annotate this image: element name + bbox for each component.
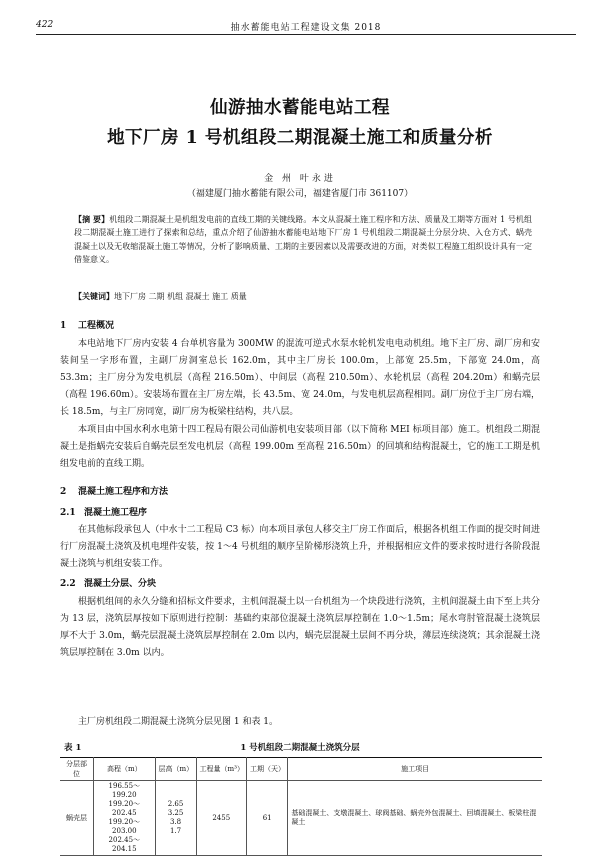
keywords-tag: 【关键词】 (74, 291, 114, 301)
authors: 金 州 叶永进 (264, 174, 336, 184)
subsection-heading-2-2: 2.2 混凝土分层、分块 (60, 579, 157, 589)
paragraph-procedure: 在其他标段承包人（中水十二工程局 C3 标）向本项目承包人移交主厂房工作面后，根据各机组工作面的提交时间进行厂房混凝土浇筑及机电埋件安装，按 1～4 号机组的顺序呈阶梯形浇筑上升，并根据相应文件的要求按时进行各阶段混凝土浇筑与机组安装工作。 (60, 525, 540, 569)
paragraph-overview: 本电站地下厂房内安装 4 台单机容量为 300MW 的混流可逆式水泵水轮机发电电动机组。地下主厂房、副厂房和安装间呈一字形布置，主副厂房洞室总长 162.0m，其中主厂房长 100.0m，上部宽 25.5m，下部宽 24.0m，高 53.3m；主厂房分为发电机层（高程 216.50m）、中间层（高程 210.50m）、水轮机层（高程 204.20m）和蜗壳层（高程 196.60m）。安装场布置在主厂房左端，长 43.5m、宽 24.0m，与发电机层高程相同。副厂房位于主厂房右端，长 18.5m，与主厂房同宽，副厂房为板梁柱结构，共八层。 (60, 339, 540, 417)
table-header-cell: 工期（天） (247, 758, 288, 781)
table-row (60, 781, 542, 856)
layering-table (60, 757, 542, 856)
table-header-cell: 分层部位 (60, 758, 94, 781)
table-title: 1 号机组段二期混凝土浇筑分层 (240, 743, 360, 753)
subsection-heading-2-1: 2.1 混凝土施工程序 (60, 508, 148, 518)
affiliation: （福建厦门抽水蓄能有限公司，福建省厦门市 361107） (186, 189, 414, 199)
cell-items: 基础混凝土、支墩混凝土、球阀基础、蜗壳外包混凝土、回填混凝土、板梁柱混凝土 (288, 781, 542, 856)
abstract (74, 213, 532, 267)
table-header-row (60, 758, 542, 781)
table-header-cell: 层高（m） (155, 758, 196, 781)
table-number: 表 1 (64, 743, 82, 753)
cell-days: 61 (247, 781, 288, 856)
paragraph-table-ref: 主厂房机组段二期混凝土浇筑分层见图 1 和表 1。 (78, 717, 279, 727)
table-header-cell: 施工项目 (288, 758, 542, 781)
section-heading-2: 2 混凝土施工程序和方法 (60, 487, 169, 497)
section-heading-1: 1 工程概况 (60, 321, 115, 331)
running-title: 抽水蓄能电站工程建设文集 2018 (230, 23, 382, 33)
keywords (74, 291, 532, 302)
keywords-text: 地下厂房 二期 机组 混凝土 施工 质量 (114, 292, 247, 301)
table-header-cell: 工程量（m³） (196, 758, 246, 781)
cell-part: 蜗壳层 (60, 781, 94, 856)
paragraph-project: 本项目由中国水利水电第十四工程局有限公司仙游机电安装项目部（以下简称 MEI 标项目部）施工。机组段二期混凝土是指蜗壳安装后自蜗壳层至发电机层（高程 199.00m 至高程 216.50m）的回填和结构混凝土，它的施工工期是机组发电前的直线工期。 (60, 425, 540, 469)
cell-heights: 2.65 3.25 3.8 1.7 (155, 781, 196, 856)
abstract-text: 机组段二期混凝土是机组发电前的直线工期的关键线路。本文从混凝土施工程序和方法、质量及工期等方面对 1 号机组段二期混凝土施工进行了探索和总结，重点介绍了仙游抽水蓄能电站地下厂房 1 号机组段二期混凝土分层分块、入仓方式、蜗壳混凝土以及无收缩混凝土施工等情况，分析了影响质量、工期的主要因素以及需要改进的方面，对类似工程施工组织设计具有一定借鉴意义。 (74, 215, 532, 265)
paper-title-line2: 地下厂房 1 号机组段二期混凝土施工和质量分析 (107, 128, 493, 148)
paper-title-line1: 仙游抽水蓄能电站工程 (210, 98, 390, 118)
cell-elevations: 196.55～199.20 199.20～202.45 199.20～203.00 202.45～204.15 (94, 781, 156, 856)
cell-volume: 2455 (196, 781, 246, 856)
page-number: 422 (36, 20, 54, 30)
table-header-cell: 高程（m） (94, 758, 156, 781)
page-header (36, 18, 576, 35)
abstract-tag: 【摘 要】 (74, 214, 110, 224)
paragraph-layering: 根据机组间的永久分缝和招标文件要求，主机间混凝土以一台机组为一个块段进行浇筑，主机间混凝土由下至上共分为 13 层，浇筑层厚按如下原则进行控制：基础约束部位混凝土浇筑层厚控制在 1.0～1.5m；尾水弯肘管混凝土浇筑层厚不大于 3.0m，蜗壳层混凝土浇筑层厚控制在 2.0m 以内，蜗壳层混凝土层间不再分块，薄层连续浇筑；其余混凝土浇筑层厚控制在 3.0m 以内。 (60, 597, 540, 658)
